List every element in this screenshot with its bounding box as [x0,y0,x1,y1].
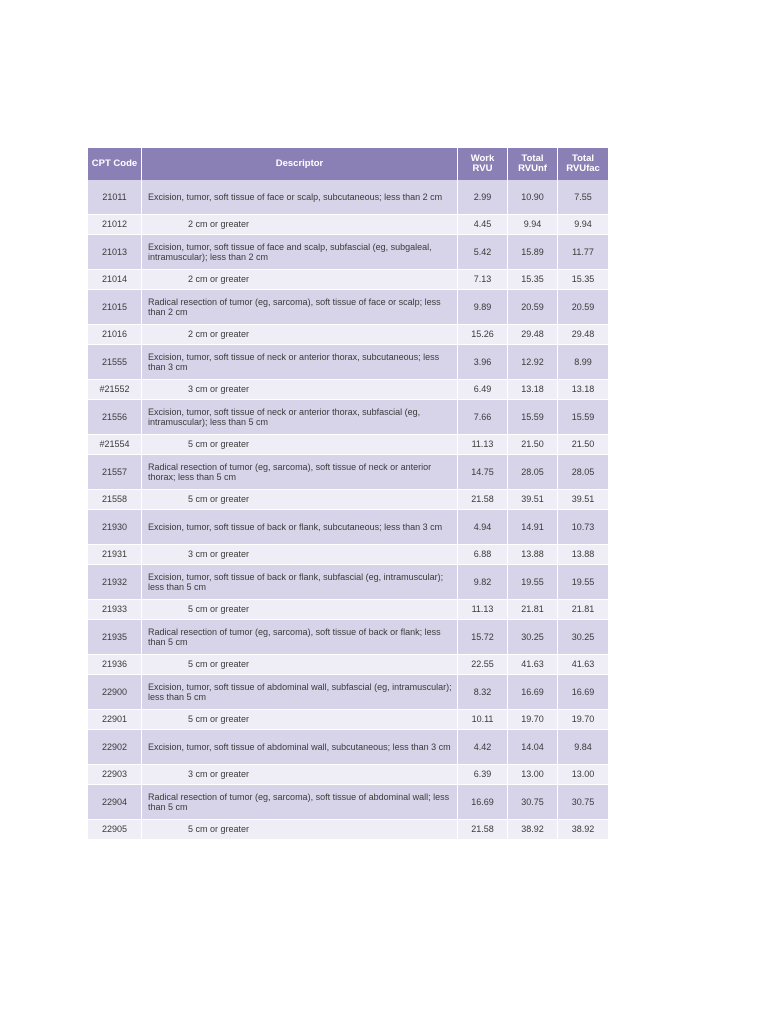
descriptor-cell: 2 cm or greater [142,215,458,235]
table-row [88,290,608,325]
total-rvufac-cell: 11.77 [558,235,608,270]
table-row [88,455,608,490]
total-rvufac-cell: 20.59 [558,290,608,325]
descriptor-cell: 5 cm or greater [142,820,458,840]
cpt-code-cell: 21012 [88,215,142,235]
total-rvufac-cell: 30.25 [558,620,608,655]
descriptor-cell: Radical resection of tumor (eg, sarcoma), soft tissue of face or scalp; less than 2 cm [142,290,458,325]
total-rvunf-cell: 28.05 [508,455,558,490]
total-rvufac-cell: 30.75 [558,785,608,820]
total-rvunf-cell: 16.69 [508,675,558,710]
table-row [88,820,608,840]
table-row [88,655,608,675]
descriptor-cell: 5 cm or greater [142,710,458,730]
work-rvu-cell: 21.58 [458,490,508,510]
total-rvufac-cell: 41.63 [558,655,608,675]
table-row [88,215,608,235]
total-rvunf-cell: 20.59 [508,290,558,325]
work-rvu-cell: 9.82 [458,565,508,600]
table-row [88,600,608,620]
table-row [88,730,608,765]
work-rvu-cell: 14.75 [458,455,508,490]
total-rvunf-cell: 41.63 [508,655,558,675]
work-rvu-cell: 15.72 [458,620,508,655]
descriptor-cell: 3 cm or greater [142,765,458,785]
work-rvu-cell: 6.39 [458,765,508,785]
header-descriptor: Descriptor [142,148,458,180]
total-rvunf-cell: 30.75 [508,785,558,820]
total-rvufac-cell: 15.35 [558,270,608,290]
work-rvu-cell: 7.13 [458,270,508,290]
cpt-code-cell: 21015 [88,290,142,325]
total-rvufac-cell: 39.51 [558,490,608,510]
table-row [88,545,608,565]
total-rvunf-cell: 30.25 [508,620,558,655]
descriptor-cell: Radical resection of tumor (eg, sarcoma), soft tissue of back or flank; less than 5 cm [142,620,458,655]
total-rvufac-cell: 7.55 [558,180,608,215]
header-total-rvunf: Total RVUnf [508,148,558,180]
descriptor-cell: Excision, tumor, soft tissue of abdominal wall, subcutaneous; less than 3 cm [142,730,458,765]
table-row [88,675,608,710]
work-rvu-cell: 11.13 [458,600,508,620]
table-header [88,148,608,180]
work-rvu-cell: 8.32 [458,675,508,710]
total-rvunf-cell: 39.51 [508,490,558,510]
total-rvunf-cell: 14.04 [508,730,558,765]
table-row [88,710,608,730]
work-rvu-cell: 22.55 [458,655,508,675]
total-rvufac-cell: 19.70 [558,710,608,730]
table-row [88,510,608,545]
table-row [88,235,608,270]
work-rvu-cell: 2.99 [458,180,508,215]
descriptor-cell: Excision, tumor, soft tissue of face or scalp, subcutaneous; less than 2 cm [142,180,458,215]
total-rvunf-cell: 13.00 [508,765,558,785]
descriptor-cell: Excision, tumor, soft tissue of neck or anterior thorax, subfascial (eg, intramuscular); less than 5 cm [142,400,458,435]
total-rvunf-cell: 14.91 [508,510,558,545]
descriptor-cell: Excision, tumor, soft tissue of neck or anterior thorax, subcutaneous; less than 3 cm [142,345,458,380]
table-row [88,270,608,290]
total-rvunf-cell: 29.48 [508,325,558,345]
table-row [88,380,608,400]
table-row [88,785,608,820]
cpt-code-cell: 22901 [88,710,142,730]
descriptor-cell: 5 cm or greater [142,655,458,675]
work-rvu-cell: 15.26 [458,325,508,345]
total-rvunf-cell: 10.90 [508,180,558,215]
cpt-code-cell: 21011 [88,180,142,215]
total-rvufac-cell: 13.00 [558,765,608,785]
total-rvunf-cell: 38.92 [508,820,558,840]
cpt-code-cell: #21554 [88,435,142,455]
total-rvufac-cell: 13.88 [558,545,608,565]
descriptor-cell: 2 cm or greater [142,325,458,345]
cpt-code-cell: 21931 [88,545,142,565]
cpt-code-cell: 21556 [88,400,142,435]
cpt-code-cell: 21930 [88,510,142,545]
total-rvunf-cell: 15.89 [508,235,558,270]
cpt-code-cell: 21933 [88,600,142,620]
work-rvu-cell: 3.96 [458,345,508,380]
descriptor-cell: 5 cm or greater [142,490,458,510]
descriptor-cell: Excision, tumor, soft tissue of face and scalp, subfascial (eg, subgaleal, intramuscular); less than 2 cm [142,235,458,270]
cpt-code-cell: 22900 [88,675,142,710]
work-rvu-cell: 4.94 [458,510,508,545]
cpt-code-cell: 22904 [88,785,142,820]
work-rvu-cell: 9.89 [458,290,508,325]
total-rvufac-cell: 10.73 [558,510,608,545]
total-rvunf-cell: 21.81 [508,600,558,620]
work-rvu-cell: 6.88 [458,545,508,565]
cpt-code-cell: 21558 [88,490,142,510]
descriptor-cell: 5 cm or greater [142,435,458,455]
table-row [88,620,608,655]
total-rvufac-cell: 19.55 [558,565,608,600]
header-work-rvu: Work RVU [458,148,508,180]
cpt-code-cell: 21555 [88,345,142,380]
total-rvunf-cell: 13.18 [508,380,558,400]
descriptor-cell: Radical resection of tumor (eg, sarcoma), soft tissue of abdominal wall; less than 5 cm [142,785,458,820]
total-rvunf-cell: 19.55 [508,565,558,600]
total-rvunf-cell: 21.50 [508,435,558,455]
total-rvunf-cell: 19.70 [508,710,558,730]
total-rvufac-cell: 29.48 [558,325,608,345]
cpt-code-cell: #21552 [88,380,142,400]
cpt-code-cell: 21936 [88,655,142,675]
table-row [88,325,608,345]
descriptor-cell: Excision, tumor, soft tissue of abdominal wall, subfascial (eg, intramuscular); less than 5 cm [142,675,458,710]
header-cpt-code: CPT Code [88,148,142,180]
table-row [88,345,608,380]
cpt-rvu-table [88,148,608,840]
cpt-code-cell: 21935 [88,620,142,655]
total-rvufac-cell: 21.81 [558,600,608,620]
descriptor-cell: 3 cm or greater [142,545,458,565]
work-rvu-cell: 4.45 [458,215,508,235]
work-rvu-cell: 7.66 [458,400,508,435]
work-rvu-cell: 5.42 [458,235,508,270]
table-row [88,565,608,600]
descriptor-cell: Radical resection of tumor (eg, sarcoma), soft tissue of neck or anterior thorax; less than 5 cm [142,455,458,490]
total-rvufac-cell: 38.92 [558,820,608,840]
total-rvufac-cell: 21.50 [558,435,608,455]
descriptor-cell: Excision, tumor, soft tissue of back or flank, subcutaneous; less than 3 cm [142,510,458,545]
work-rvu-cell: 21.58 [458,820,508,840]
total-rvufac-cell: 9.84 [558,730,608,765]
total-rvunf-cell: 15.35 [508,270,558,290]
total-rvunf-cell: 15.59 [508,400,558,435]
descriptor-cell: 2 cm or greater [142,270,458,290]
cpt-code-cell: 21932 [88,565,142,600]
work-rvu-cell: 6.49 [458,380,508,400]
cpt-code-cell: 22903 [88,765,142,785]
cpt-code-cell: 21557 [88,455,142,490]
header-row [88,148,608,180]
total-rvufac-cell: 13.18 [558,380,608,400]
table-body [88,180,608,840]
cpt-code-cell: 21016 [88,325,142,345]
table-row [88,435,608,455]
descriptor-cell: Excision, tumor, soft tissue of back or flank, subfascial (eg, intramuscular); less than 5 cm [142,565,458,600]
cpt-code-cell: 22902 [88,730,142,765]
table-row [88,180,608,215]
cpt-code-cell: 21013 [88,235,142,270]
descriptor-cell: 5 cm or greater [142,600,458,620]
total-rvufac-cell: 28.05 [558,455,608,490]
table-row [88,765,608,785]
work-rvu-cell: 16.69 [458,785,508,820]
total-rvufac-cell: 15.59 [558,400,608,435]
work-rvu-cell: 11.13 [458,435,508,455]
work-rvu-cell: 4.42 [458,730,508,765]
work-rvu-cell: 10.11 [458,710,508,730]
total-rvunf-cell: 9.94 [508,215,558,235]
total-rvufac-cell: 8.99 [558,345,608,380]
table-row [88,400,608,435]
descriptor-cell: 3 cm or greater [142,380,458,400]
total-rvufac-cell: 9.94 [558,215,608,235]
cpt-code-cell: 21014 [88,270,142,290]
header-total-rvufac: Total RVUfac [558,148,608,180]
total-rvunf-cell: 13.88 [508,545,558,565]
total-rvunf-cell: 12.92 [508,345,558,380]
cpt-code-cell: 22905 [88,820,142,840]
total-rvufac-cell: 16.69 [558,675,608,710]
table-row [88,490,608,510]
